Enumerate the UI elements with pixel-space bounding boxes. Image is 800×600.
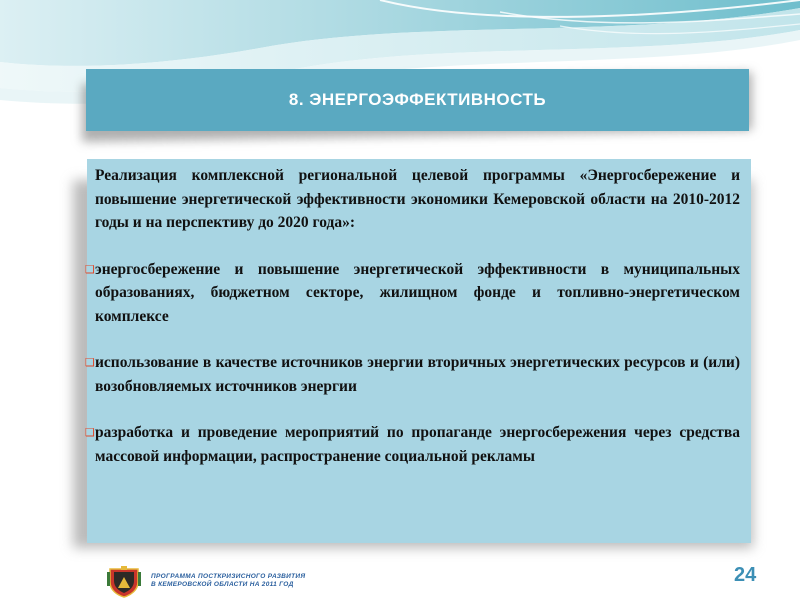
checkbox-icon: ❑ <box>85 356 95 369</box>
footer-program-label <box>151 573 305 589</box>
bullet-item <box>85 258 740 329</box>
slide-title: 8. ЭНЕРГОЭФФЕКТИВНОСТЬ <box>288 90 547 109</box>
checkbox-icon: ❑ <box>85 262 95 276</box>
footer-line-1: ПРОГРАММА ПОСТКРИЗИСНОГО РАЗВИТИЯ <box>151 573 306 580</box>
content-text <box>85 164 740 491</box>
bullet-item <box>85 351 740 398</box>
coat-of-arms-icon <box>105 564 143 598</box>
page-number: 24 <box>734 564 757 586</box>
title-banner <box>86 69 749 131</box>
content-panel <box>87 159 751 543</box>
bullet-text: разработка и проведение мероприятий по пропаганде энергосбережения через средства массовой информации, распространение социальной рекламы <box>95 424 740 465</box>
bullet-text: энергосбережение и повышение энергетической эффективности в муниципальных образованиях, бюджетном секторе, жилищном фонде и топливно-энергетическом комплексе <box>95 260 740 325</box>
bullet-text: использование в качестве источников энергии вторичных энергетических ресурсов и (или) возобновляемых источников энергии <box>95 354 740 395</box>
footer-line-2: В КЕМЕРОВСКОЙ ОБЛАСТИ НА 2011 ГОД <box>151 581 294 588</box>
bullet-item <box>85 421 740 468</box>
intro-paragraph: Реализация комплексной региональной целевой программы «Энергосбережение и повышение энергетической эффективности экономики Кемеровской области на 2010-2012 годы и на перспективу до 2020 года»: <box>95 167 740 231</box>
checkbox-icon: ❑ <box>85 426 95 439</box>
